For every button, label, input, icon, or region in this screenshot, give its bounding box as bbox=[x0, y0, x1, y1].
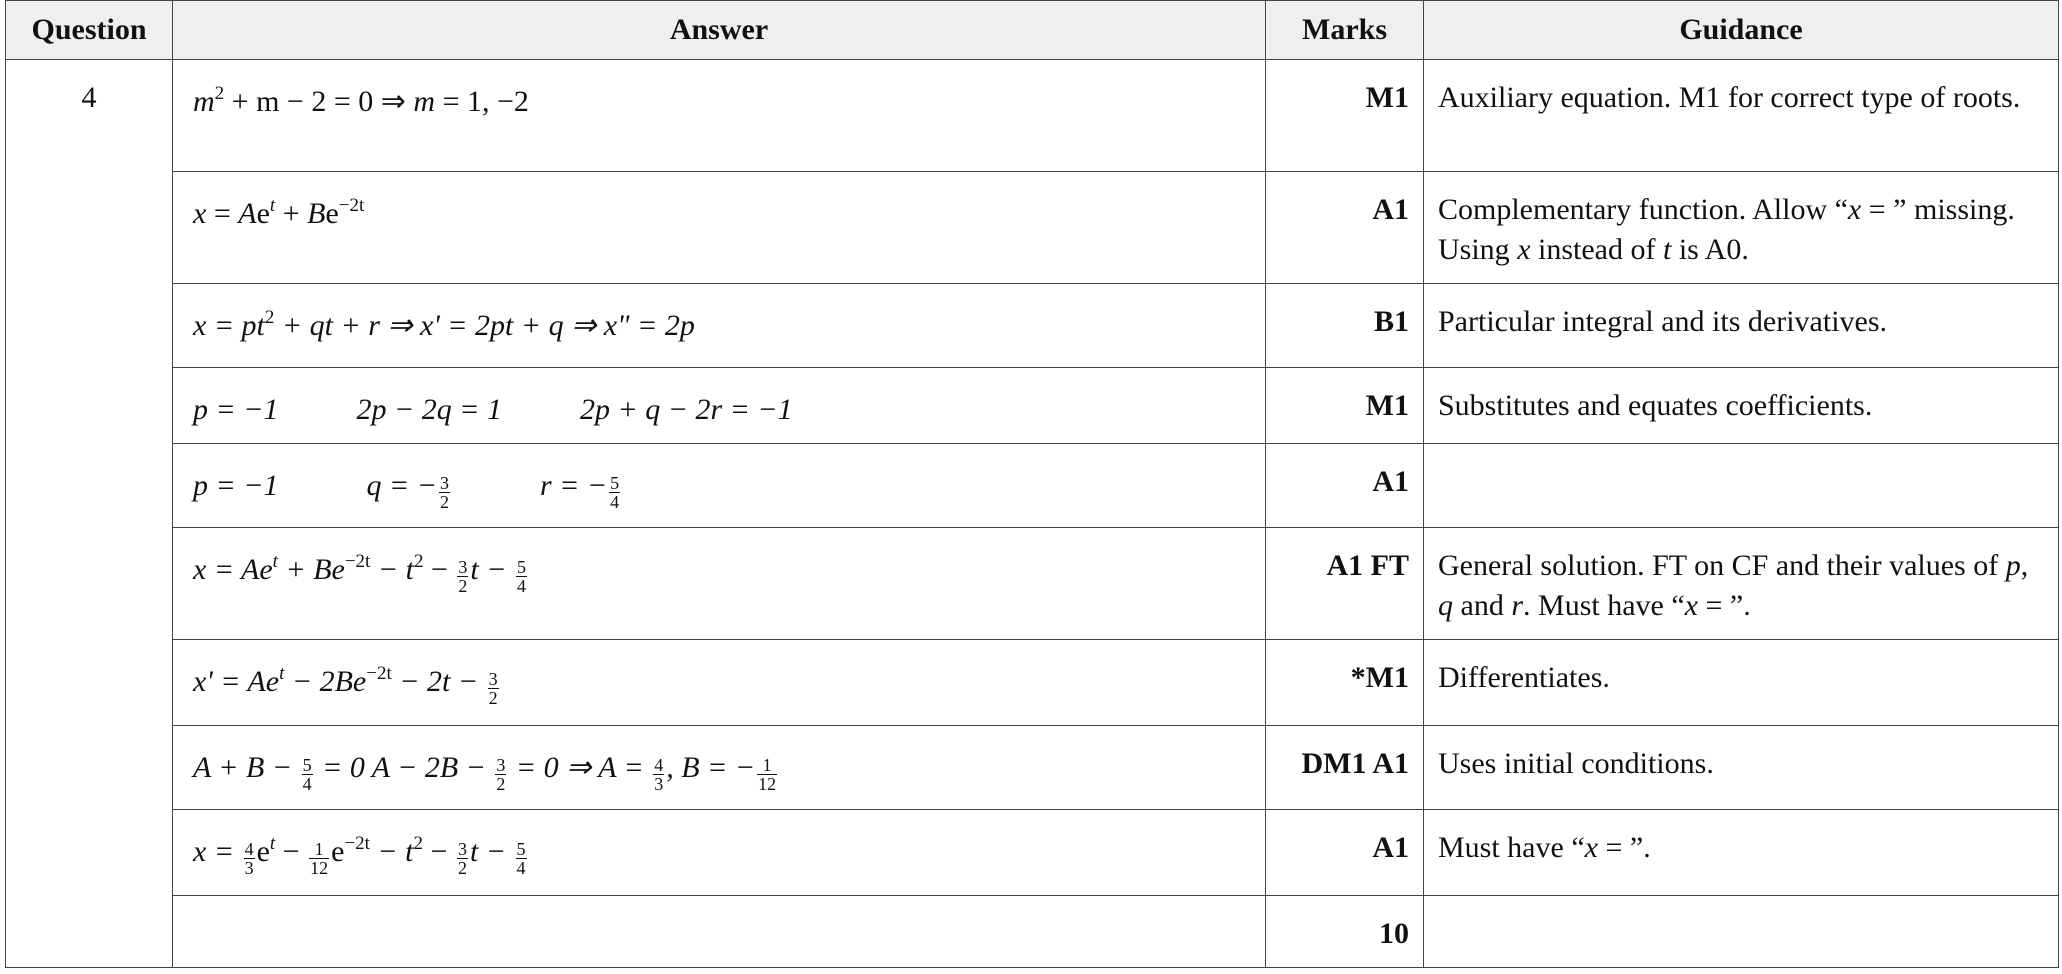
table-row bbox=[6, 528, 2059, 640]
answer-cell bbox=[173, 60, 1266, 172]
guidance-cell: Complementary function. Allow “x = ” missing. Using x instead of t is A0. bbox=[1424, 172, 2059, 284]
mark-scheme-table bbox=[5, 0, 2059, 968]
answer-cell bbox=[173, 810, 1266, 896]
marks-cell: B1 bbox=[1266, 284, 1424, 368]
answer-cell bbox=[173, 444, 1266, 528]
guidance-cell: Substitutes and equates coefficients. bbox=[1424, 368, 2059, 444]
header-answer: Answer bbox=[173, 1, 1266, 60]
guidance-cell: Must have “x = ”. bbox=[1424, 810, 2059, 896]
answer-cell bbox=[173, 528, 1266, 640]
total-marks: 10 bbox=[1266, 896, 1424, 968]
marks-cell: A1 bbox=[1266, 172, 1424, 284]
table-row bbox=[6, 368, 2059, 444]
table-row bbox=[6, 172, 2059, 284]
marks-cell: DM1 A1 bbox=[1266, 726, 1424, 810]
answer-math: x = $\frac{4}{3}$ $e^t$ − $\frac{1}{12}$ $e^{-2t} - t^2$ − $\frac{3}{2}$ t − $\frac{5}{4}$ bbox=[193, 833, 526, 878]
header-row bbox=[6, 1, 2059, 60]
table-row bbox=[6, 60, 2059, 172]
table-row bbox=[6, 726, 2059, 810]
guidance-cell: Auxiliary equation. M1 for correct type of roots. bbox=[1424, 60, 2059, 172]
guidance-cell: Differentiates. bbox=[1424, 640, 2059, 726]
answer-cell bbox=[173, 172, 1266, 284]
marks-cell: A1 bbox=[1266, 810, 1424, 896]
marks-cell: A1 FT bbox=[1266, 528, 1424, 640]
answer-cell bbox=[173, 726, 1266, 810]
answer-math: $x = pt^2$ + qt + r ⇒ x' = 2pt + q ⇒ x" = 2p bbox=[193, 307, 695, 342]
table-row bbox=[6, 896, 2059, 968]
marks-cell: M1 bbox=[1266, 60, 1424, 172]
answer-math: $x = Ae^t + Be^{-2t} - t^2$ − $\frac{3}{2}$ t − $\frac{5}{4}$ bbox=[193, 551, 526, 596]
answer-math: $x = Ae^t + Be^{-2t}$ bbox=[193, 195, 365, 230]
answer-cell bbox=[173, 640, 1266, 726]
table-row bbox=[6, 640, 2059, 726]
header-marks: Marks bbox=[1266, 1, 1424, 60]
marks-cell: *M1 bbox=[1266, 640, 1424, 726]
question-number: 4 bbox=[6, 60, 173, 968]
answer-math: p = −1 q = − $\frac{3}{2}$ r = − $\frac{5}{4}$ bbox=[193, 469, 620, 512]
guidance-cell: Particular integral and its derivatives. bbox=[1424, 284, 2059, 368]
guidance-cell bbox=[1424, 444, 2059, 528]
marks-cell: A1 bbox=[1266, 444, 1424, 528]
marks-cell: M1 bbox=[1266, 368, 1424, 444]
header-guidance: Guidance bbox=[1424, 1, 2059, 60]
answer-cell bbox=[173, 896, 1266, 968]
table-row bbox=[6, 444, 2059, 528]
guidance-cell: Uses initial conditions. bbox=[1424, 726, 2059, 810]
answer-cell bbox=[173, 284, 1266, 368]
answer-cell bbox=[173, 368, 1266, 444]
guidance-cell bbox=[1424, 896, 2059, 968]
guidance-cell: General solution. FT on CF and their values of p, q and r. Must have “x = ”. bbox=[1424, 528, 2059, 640]
answer-math: p = −1 2p − 2q = 1 2p + q − 2r = −1 bbox=[193, 393, 793, 426]
header-question: Question bbox=[6, 1, 173, 60]
answer-math: $m^2 + m - 2 = 0$ ⇒ m = 1, −2 bbox=[193, 83, 529, 118]
table-row bbox=[6, 810, 2059, 896]
answer-math: $x' = Ae^t - 2Be^{-2t} - 2t$ − $\frac{3}{2}$ bbox=[193, 663, 498, 708]
answer-math: A + B − $\frac{5}{4}$ = 0 A − 2B − $\frac{3}{2}$ = 0 ⇒ A = $\frac{4}{3}$ , B = − $\frac{1}{12}$ bbox=[193, 751, 777, 794]
table-row bbox=[6, 284, 2059, 368]
